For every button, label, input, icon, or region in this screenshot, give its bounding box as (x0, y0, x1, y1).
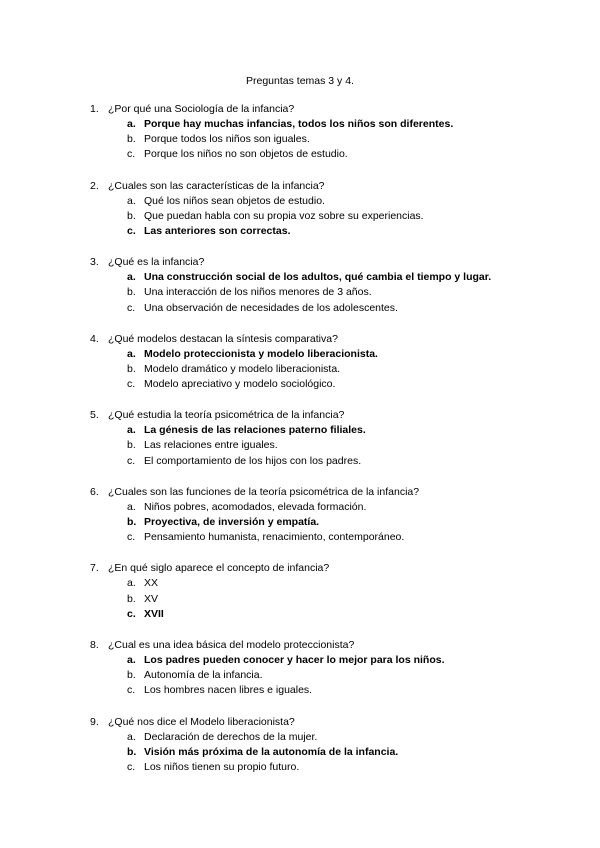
option-letter: a. (127, 730, 136, 743)
option-letter: a. (127, 500, 136, 513)
question-item (0, 408, 600, 469)
option-letter: c. (127, 760, 136, 773)
answer-option (0, 500, 600, 515)
question-row (0, 638, 600, 653)
option-letter: c. (127, 378, 136, 391)
option-letter: c. (127, 224, 136, 237)
answer-option-correct (0, 607, 600, 622)
question-item (0, 715, 600, 776)
option-letter: a. (127, 118, 136, 130)
option-text: Modelo proteccionista y modelo liberacionista. (144, 347, 378, 360)
answer-option (0, 530, 600, 545)
answer-option (0, 377, 600, 392)
question-row (0, 408, 600, 423)
answer-option-correct (0, 653, 600, 668)
question-text: ¿Qué nos dice el Modelo liberacionista? (108, 715, 295, 728)
answer-option (0, 576, 600, 591)
answer-option (0, 730, 600, 745)
option-letter: c. (127, 301, 136, 314)
question-row (0, 332, 600, 347)
option-text: Visión más próxima de la autonomía de la infancia. (144, 745, 399, 758)
question-number: 9. (90, 715, 99, 728)
question-number: 4. (90, 332, 99, 345)
option-letter: b. (127, 745, 137, 758)
option-text: Una construcción social de los adultos, qué cambia el tiempo y lugar. (144, 271, 492, 284)
answer-option (0, 760, 600, 775)
option-text: Modelo dramático y modelo liberacionista. (144, 362, 341, 375)
option-text: Una observación de necesidades de los adolescentes. (144, 301, 398, 314)
option-text: Porque los niños no son objetos de estudio. (144, 148, 348, 161)
answer-option (0, 668, 600, 683)
option-text: Modelo apreciativo y modelo sociológico. (144, 378, 336, 391)
option-text: La génesis de las relaciones paterno filiales. (144, 424, 366, 437)
option-letter: a. (127, 424, 136, 437)
option-letter: c. (127, 454, 136, 467)
option-letter: c. (127, 531, 136, 544)
option-text: XV (144, 592, 159, 605)
option-text: El comportamiento de los hijos con los padres. (144, 454, 362, 467)
question-number: 1. (90, 103, 99, 115)
answer-option (0, 438, 600, 453)
option-text: Que puedan habla con su propia voz sobre su experiencias. (144, 209, 424, 222)
option-letter: a. (127, 653, 136, 666)
option-text: Los niños tienen su propio futuro. (144, 760, 300, 773)
question-text: ¿Qué es la infancia? (108, 256, 205, 269)
question-item (0, 332, 600, 393)
answer-option-correct (0, 347, 600, 362)
question-number: 7. (90, 562, 99, 575)
option-letter: b. (127, 439, 136, 452)
question-item (0, 179, 600, 240)
option-text: Las relaciones entre iguales. (144, 439, 278, 452)
question-number: 3. (90, 256, 99, 269)
question-item (0, 561, 600, 622)
question-number: 8. (90, 638, 99, 651)
option-letter: b. (127, 286, 136, 299)
answer-option (0, 592, 600, 607)
question-number: 5. (90, 409, 99, 422)
question-row (0, 102, 600, 117)
page-title: Preguntas temas 3 y 4. (246, 75, 354, 87)
question-text: ¿Cuales son las características de la infancia? (108, 179, 325, 192)
option-text: Declaración de derechos de la mujer. (144, 730, 318, 743)
option-text: Una interacción de los niños menores de 3 años. (144, 286, 372, 299)
question-item (0, 255, 600, 316)
option-letter: c. (127, 148, 136, 161)
option-letter: a. (127, 347, 136, 360)
option-text: Porque hay muchas infancias, todos los niños son diferentes. (144, 118, 454, 130)
answer-option (0, 132, 600, 147)
option-letter: b. (127, 669, 136, 682)
question-text: ¿Qué modelos destacan la síntesis comparativa? (108, 332, 338, 345)
question-row (0, 179, 600, 194)
answer-option (0, 454, 600, 469)
option-letter: b. (127, 133, 136, 146)
option-letter: b. (127, 362, 136, 375)
answer-option (0, 209, 600, 224)
answer-option-correct (0, 117, 600, 132)
option-text: XX (144, 577, 159, 590)
answer-option (0, 285, 600, 300)
question-text: ¿Cuales son las funciones de la teoría psicométrica de la infancia? (108, 485, 420, 498)
answer-option (0, 147, 600, 162)
question-text: ¿Por qué una Sociología de la infancia? (108, 103, 295, 115)
question-row (0, 715, 600, 730)
answer-option (0, 301, 600, 316)
option-letter: b. (127, 209, 136, 222)
question-item (0, 102, 600, 163)
option-letter: c. (127, 684, 136, 697)
option-text: Las anteriores son correctas. (144, 224, 291, 237)
answer-option-correct (0, 745, 600, 760)
option-text: Porque todos los niños son iguales. (144, 133, 310, 146)
answer-option (0, 194, 600, 209)
question-number: 2. (90, 179, 99, 192)
option-text: XVII (144, 607, 164, 620)
option-letter: b. (127, 592, 136, 605)
question-text: ¿Qué estudia la teoría psicométrica de la infancia? (108, 409, 345, 422)
question-item (0, 485, 600, 546)
question-number: 6. (90, 485, 99, 498)
question-item (0, 638, 600, 699)
question-list (0, 102, 600, 791)
option-text: Proyectiva, de inversión y empatía. (144, 516, 320, 528)
answer-option (0, 683, 600, 698)
question-row (0, 255, 600, 270)
answer-option (0, 362, 600, 377)
option-text: Niños pobres, acomodados, elevada formación. (144, 500, 367, 513)
option-letter: b. (127, 516, 137, 528)
answer-option-correct (0, 270, 600, 285)
option-text: Pensamiento humanista, renacimiento, contemporáneo. (144, 531, 405, 544)
option-text: Autonomía de la infancia. (144, 669, 263, 682)
option-text: Los hombres nacen libres e iguales. (144, 684, 313, 697)
question-text: ¿Cual es una idea básica del modelo proteccionista? (108, 638, 355, 651)
option-letter: a. (127, 271, 136, 284)
option-letter: c. (127, 607, 136, 620)
option-letter: a. (127, 577, 136, 590)
option-text: Los padres pueden conocer y hacer lo mejor para los niños. (144, 653, 445, 666)
answer-option-correct (0, 224, 600, 239)
answer-option-correct (0, 423, 600, 438)
question-row (0, 485, 600, 500)
option-letter: a. (127, 194, 136, 207)
answer-option-correct (0, 515, 600, 530)
question-row (0, 561, 600, 576)
option-text: Qué los niños sean objetos de estudio. (144, 194, 325, 207)
question-text: ¿En qué siglo aparece el concepto de infancia? (108, 562, 330, 575)
